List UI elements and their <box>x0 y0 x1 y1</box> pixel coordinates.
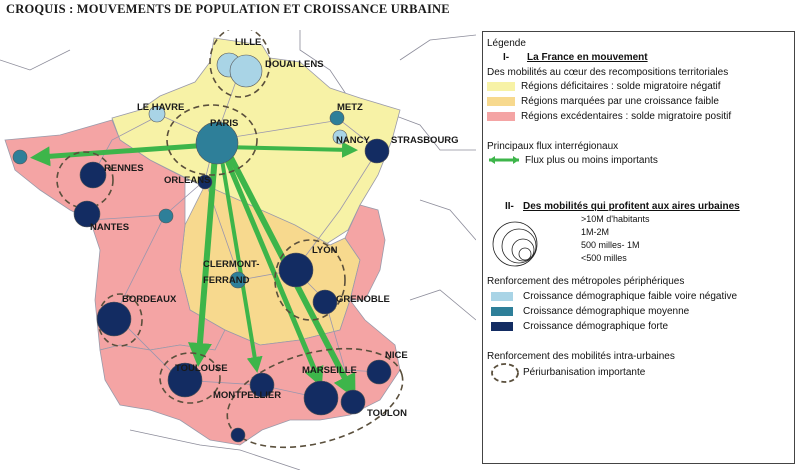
peri-label: Périurbanisation importante <box>523 367 646 378</box>
swatch-excedent <box>487 112 515 121</box>
flux-arrow-icon <box>487 154 521 166</box>
label-clermont-2: FERRAND <box>203 275 250 286</box>
city-lyon <box>279 253 313 287</box>
metro-title: Renforcement des métropoles périphériques <box>487 276 685 287</box>
size-label-1: >10M d'habitants <box>581 214 650 224</box>
city-brest <box>13 150 27 164</box>
city-douai-lens <box>230 55 262 87</box>
label-clermont-1: CLERMONT- <box>203 259 260 270</box>
section2-title: Des mobilités qui profitent aux aires urbaines <box>523 201 740 212</box>
flux-title: Principaux flux interrégionaux <box>487 141 619 152</box>
city-metz <box>330 111 344 125</box>
swatch-growth-high <box>491 322 513 331</box>
size-legend-circles <box>489 210 559 270</box>
flux-label: Flux plus ou moins importants <box>525 155 658 166</box>
periurbanisation-icon <box>489 360 521 384</box>
legend-panel <box>482 31 795 464</box>
city-toulon <box>341 390 365 414</box>
label-marseille: MARSEILLE <box>302 365 357 376</box>
label-montpellier: MONTPELLIER <box>213 390 282 401</box>
size-label-4: <500 milles <box>581 253 627 263</box>
size-label-2: 1M-2M <box>581 227 610 237</box>
label-deficit: Régions déficitaires : solde migratoire négatif <box>521 81 721 92</box>
swatch-growth-mid <box>491 307 513 316</box>
city-tours <box>159 209 173 223</box>
city-bordeaux <box>97 302 131 336</box>
label-lyon: LYON <box>312 245 338 256</box>
label-nantes: NANTES <box>90 222 130 233</box>
city-perpignan <box>231 428 245 442</box>
section1-subtitle: Des mobilités au cœur des recompositions territoriales <box>487 67 729 78</box>
section1-num: I- <box>503 52 510 63</box>
label-growth-low: Croissance démographique faible voire négative <box>523 291 738 302</box>
city-rennes <box>80 162 106 188</box>
section2-num: II- <box>505 201 514 212</box>
legend-heading: Légende <box>487 38 526 49</box>
label-grenoble: GRENOBLE <box>336 294 390 305</box>
label-growth-mid: Croissance démographique moyenne <box>523 306 690 317</box>
label-lille: LILLE <box>235 37 262 48</box>
label-faible: Régions marquées par une croissance faible <box>521 96 719 107</box>
swatch-growth-low <box>491 292 513 301</box>
label-metz: METZ <box>337 102 363 113</box>
label-growth-high: Croissance démographique forte <box>523 321 669 332</box>
city-marseille <box>304 381 338 415</box>
label-orleans: ORLEANS <box>164 175 211 186</box>
label-nancy: NANCY <box>336 135 370 146</box>
label-rennes: RENNES <box>104 163 144 174</box>
label-toulon: TOULON <box>367 408 407 419</box>
label-bordeaux: BORDEAUX <box>122 294 177 305</box>
size-label-3: 500 milles- 1M <box>581 240 640 250</box>
section1-title: La France en mouvement <box>527 52 648 63</box>
swatch-deficit <box>487 82 515 91</box>
label-excedent: Régions excédentaires : solde migratoire positif <box>521 111 732 122</box>
france-map <box>0 30 476 470</box>
label-paris: PARIS <box>210 118 239 129</box>
city-grenoble <box>313 290 337 314</box>
label-douai-lens: DOUAI LENS <box>265 59 324 70</box>
label-toulouse: TOULOUSE <box>175 363 228 374</box>
swatch-faible <box>487 97 515 106</box>
label-le-havre: LE HAVRE <box>137 102 185 113</box>
intra-title: Renforcement des mobilités intra-urbaines <box>487 351 675 362</box>
label-strasbourg: STRASBOURG <box>391 135 459 146</box>
label-nice: NICE <box>385 350 408 361</box>
map-title: CROQUIS : MOUVEMENTS DE POPULATION ET CROISSANCE URBAINE <box>6 2 450 16</box>
city-nice <box>367 360 391 384</box>
